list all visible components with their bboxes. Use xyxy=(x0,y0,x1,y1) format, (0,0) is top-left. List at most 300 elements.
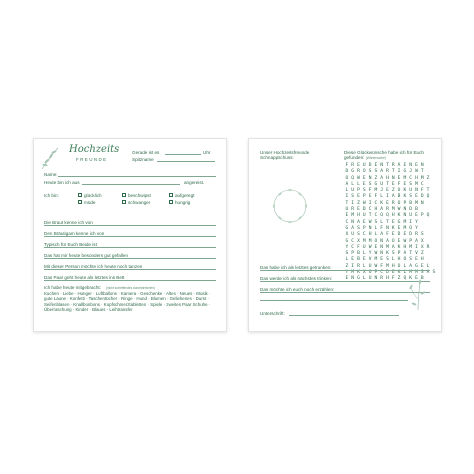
grid-letter[interactable]: P xyxy=(362,225,366,231)
grid-letter[interactable]: N xyxy=(368,225,372,231)
grid-letter[interactable]: E xyxy=(362,219,366,225)
grid-letter[interactable]: E xyxy=(397,225,401,231)
grid-letter[interactable]: F xyxy=(345,163,349,168)
grid-letter[interactable]: H xyxy=(391,263,395,269)
grid-letter[interactable]: S xyxy=(368,181,372,187)
grid-letter[interactable]: M xyxy=(403,175,407,181)
grid-letter[interactable]: M xyxy=(415,181,418,187)
grid-letter[interactable]: X xyxy=(357,238,360,244)
grid-letter[interactable]: O xyxy=(397,263,401,269)
grid-letter[interactable]: F xyxy=(380,225,384,231)
grid-letter[interactable]: U xyxy=(362,244,366,250)
answer-line-tanzen[interactable] xyxy=(44,269,216,270)
grid-letter[interactable]: E xyxy=(362,181,366,187)
grid-letter[interactable]: F xyxy=(420,188,424,194)
grid-letter[interactable]: L xyxy=(426,263,430,269)
question-braut: Die Braut kenne ich von xyxy=(44,220,93,225)
grid-letter[interactable]: R xyxy=(357,263,360,269)
grid-letter[interactable]: E xyxy=(415,194,418,200)
answer-line-braut[interactable] xyxy=(44,225,216,226)
grid-letter[interactable]: M xyxy=(409,270,413,276)
grid-letter[interactable]: M xyxy=(420,175,424,181)
grid-letter[interactable]: Z xyxy=(420,251,424,257)
grid-letter[interactable]: M xyxy=(368,238,372,244)
grid-letter[interactable]: U xyxy=(362,163,366,168)
answer-line-getrunken[interactable] xyxy=(260,270,430,271)
grid-letter[interactable]: A xyxy=(403,251,407,257)
grid-letter[interactable]: C xyxy=(351,238,355,244)
grid-letter[interactable]: M xyxy=(415,200,418,206)
grid-letter[interactable]: I xyxy=(397,169,401,175)
grid-letter[interactable]: T xyxy=(345,200,349,206)
grid-letter[interactable]: A xyxy=(391,194,395,200)
grid-letter[interactable]: E xyxy=(374,163,378,168)
grid-letter[interactable]: H xyxy=(374,207,378,213)
grid-letter[interactable]: S xyxy=(420,270,424,276)
grid-letter[interactable]: S xyxy=(345,251,349,257)
grid-letter[interactable]: I xyxy=(351,200,355,206)
grid-letter[interactable]: C xyxy=(351,244,355,250)
grid-letter[interactable]: E xyxy=(391,270,395,276)
grid-letter[interactable]: A xyxy=(351,225,355,231)
grid-letter[interactable]: E xyxy=(391,219,395,225)
grid-letter[interactable]: W xyxy=(403,238,407,244)
grid-letter[interactable]: O xyxy=(397,200,401,206)
grid-letter[interactable]: D xyxy=(420,194,424,200)
grid-letter[interactable]: L xyxy=(345,188,349,194)
grid-letter[interactable]: N xyxy=(368,175,372,181)
grid-letter[interactable]: I xyxy=(409,219,413,225)
grid-letter[interactable]: W xyxy=(397,207,401,213)
grid-letter[interactable]: Z xyxy=(374,175,378,181)
grid-letter[interactable]: E xyxy=(415,276,418,282)
grid-letter[interactable]: M xyxy=(362,238,366,244)
answer-line-bett[interactable] xyxy=(44,280,216,281)
grid-letter[interactable]: N xyxy=(403,213,407,219)
grid-letter[interactable]: P xyxy=(351,251,355,257)
grid-letter[interactable]: U xyxy=(362,213,366,219)
grid-letter[interactable]: R xyxy=(426,244,430,250)
grid-letter[interactable]: H xyxy=(386,276,389,282)
grid-letter[interactable]: A xyxy=(380,169,384,175)
grid-letter[interactable]: C xyxy=(409,175,413,181)
grid-letter[interactable]: W xyxy=(415,169,418,175)
grid-letter[interactable]: K xyxy=(409,276,413,282)
grid-letter[interactable]: N xyxy=(380,251,384,257)
grid-letter[interactable]: I xyxy=(415,244,418,250)
grid-letter[interactable]: B xyxy=(397,194,401,200)
grid-letter[interactable]: P xyxy=(409,238,413,244)
grid-letter[interactable]: U xyxy=(351,188,355,194)
grid-letter[interactable]: Q xyxy=(426,213,430,219)
grid-letter[interactable]: E xyxy=(357,194,360,200)
grid-letter[interactable]: V xyxy=(415,251,418,257)
grid-letter[interactable]: U xyxy=(368,263,372,269)
grid-letter[interactable]: Z xyxy=(397,276,401,282)
grid-letter[interactable]: O xyxy=(391,238,395,244)
grid-letter[interactable]: S xyxy=(432,270,436,276)
grid-letter[interactable]: E xyxy=(345,213,349,219)
grid-letter[interactable]: L xyxy=(403,263,407,269)
grid-letter[interactable]: A xyxy=(426,270,430,276)
grid-letter[interactable]: Y xyxy=(415,219,418,225)
grid-letter[interactable]: M xyxy=(374,188,378,194)
grid-letter[interactable]: C xyxy=(420,181,424,187)
grid-letter[interactable]: E xyxy=(391,232,395,238)
grid-letter[interactable]: K xyxy=(397,213,401,219)
grid-letter[interactable]: T xyxy=(386,163,389,168)
grid-letter[interactable]: B xyxy=(357,257,360,263)
grid-letter[interactable]: L xyxy=(345,257,349,263)
grid-letter[interactable]: U xyxy=(409,188,413,194)
grid-letter[interactable]: J xyxy=(380,188,384,194)
grid-letter[interactable]: G xyxy=(351,169,355,175)
grid-letter[interactable]: L xyxy=(362,263,366,269)
grid-letter[interactable]: Q xyxy=(426,194,430,200)
grid-letter[interactable]: E xyxy=(345,276,349,282)
grid-letter[interactable]: P xyxy=(420,213,424,219)
grid-letter[interactable]: X xyxy=(362,270,366,276)
grid-letter[interactable]: T xyxy=(386,219,389,225)
grid-letter[interactable]: K xyxy=(403,194,407,200)
grid-letter[interactable]: P xyxy=(357,188,360,194)
grid-letter[interactable]: F xyxy=(391,276,395,282)
grid-letter[interactable]: A xyxy=(357,219,360,225)
grid-letter[interactable]: X xyxy=(420,238,424,244)
question-typisch: Typisch für Euch Beide ist xyxy=(44,242,97,247)
grid-letter[interactable]: L xyxy=(391,257,395,263)
grid-letter[interactable]: E xyxy=(368,194,372,200)
grid-letter[interactable]: L xyxy=(403,270,407,276)
grid-letter[interactable]: S xyxy=(374,219,378,225)
grid-letter[interactable]: O xyxy=(362,169,366,175)
grid-letter[interactable]: M xyxy=(386,244,389,250)
checkbox-hungrig[interactable] xyxy=(169,200,173,204)
grid-letter[interactable]: B xyxy=(420,276,424,282)
grid-letter[interactable]: O xyxy=(380,213,384,219)
grid-letter[interactable]: P xyxy=(362,194,366,200)
checkbox-schwanger[interactable] xyxy=(122,200,126,204)
grid-letter[interactable]: N xyxy=(374,276,378,282)
grid-letter[interactable]: A xyxy=(380,232,384,238)
answer-line-typisch[interactable] xyxy=(44,247,216,248)
grid-letter[interactable]: D xyxy=(345,169,349,175)
grid-letter[interactable]: N xyxy=(420,200,424,206)
grid-letter[interactable]: Z xyxy=(426,175,430,181)
grid-letter[interactable]: U xyxy=(345,207,349,213)
grid-letter[interactable]: M xyxy=(391,207,395,213)
grid-letter[interactable]: P xyxy=(403,200,407,206)
grid-letter[interactable]: A xyxy=(345,181,349,187)
grid-letter[interactable]: C xyxy=(345,219,349,225)
answer-line-naechstes[interactable] xyxy=(260,281,430,282)
grid-letter[interactable]: S xyxy=(357,225,360,231)
grid-letter[interactable]: E xyxy=(403,232,407,238)
grid-letter[interactable]: T xyxy=(426,188,430,194)
grid-letter[interactable]: H xyxy=(357,213,360,219)
grid-letter[interactable]: E xyxy=(397,175,401,181)
grid-letter[interactable]: M xyxy=(386,263,389,269)
grid-letter[interactable]: N xyxy=(380,244,384,250)
grid-letter[interactable]: Z xyxy=(357,200,360,206)
grid-letter[interactable]: R xyxy=(391,163,395,168)
grid-letter[interactable]: A xyxy=(391,244,395,250)
grid-letter[interactable]: X xyxy=(420,244,424,250)
grid-letter[interactable]: B xyxy=(415,207,418,213)
grid-letter[interactable]: K xyxy=(391,225,395,231)
grid-letter[interactable]: I xyxy=(351,263,355,269)
grid-letter[interactable] xyxy=(431,276,437,282)
grid-letter[interactable]: C xyxy=(374,200,378,206)
grid-letter[interactable]: A xyxy=(380,175,384,181)
grid-letter[interactable]: N xyxy=(351,276,355,282)
grid-letter[interactable]: M xyxy=(415,270,418,276)
heute-line[interactable] xyxy=(82,184,180,185)
grid-letter[interactable]: S xyxy=(374,169,378,175)
grid-letter[interactable]: H xyxy=(397,257,401,263)
answer-line-extra[interactable] xyxy=(260,300,408,301)
grid-letter[interactable]: J xyxy=(409,169,413,175)
spitzname-line[interactable] xyxy=(157,161,215,162)
grid-letter[interactable]: T xyxy=(420,169,424,175)
grid-letter[interactable]: U xyxy=(368,276,372,282)
grid-letter[interactable]: Y xyxy=(368,251,372,257)
grid-letter[interactable]: W xyxy=(357,175,360,181)
grid-letter[interactable]: B xyxy=(409,200,413,206)
grid-letter[interactable]: E xyxy=(391,181,395,187)
grid-letter[interactable]: U xyxy=(397,188,401,194)
grid-letter[interactable]: O xyxy=(368,270,372,276)
grid-letter[interactable]: R xyxy=(380,276,384,282)
grid-letter[interactable]: E xyxy=(357,163,360,168)
grid-letter[interactable]: H xyxy=(368,232,372,238)
grid-letter[interactable]: E xyxy=(415,213,418,219)
grid-letter[interactable]: E xyxy=(386,200,389,206)
checkbox-muede[interactable] xyxy=(78,200,82,204)
grid-letter[interactable]: D xyxy=(368,163,372,168)
grid-letter[interactable]: F xyxy=(357,244,360,250)
grid-letter[interactable]: Y xyxy=(345,244,349,250)
grid-letter[interactable]: S xyxy=(409,194,413,200)
grid-letter[interactable]: L xyxy=(380,194,384,200)
grid-letter[interactable]: L xyxy=(362,276,366,282)
grid-letter[interactable]: G xyxy=(397,219,401,225)
answer-line-braeutigam[interactable] xyxy=(44,236,216,237)
grid-letter[interactable]: F xyxy=(374,194,378,200)
grid-letter[interactable]: Y xyxy=(415,225,418,231)
grid-letter[interactable]: D xyxy=(386,270,389,276)
grid-letter[interactable]: E xyxy=(380,257,384,263)
grid-letter[interactable]: P xyxy=(397,251,401,257)
grid-letter[interactable]: Q xyxy=(403,276,407,282)
grid-letter[interactable]: G xyxy=(345,225,349,231)
grid-letter[interactable]: L xyxy=(357,181,360,187)
unterschrift-line[interactable] xyxy=(289,315,399,316)
grid-letter[interactable]: S xyxy=(368,169,372,175)
grid-letter[interactable]: F xyxy=(380,263,384,269)
grid-letter[interactable]: E xyxy=(403,181,407,187)
grid-letter[interactable]: E xyxy=(397,238,401,244)
grid-letter[interactable]: D xyxy=(362,207,366,213)
grid-letter[interactable]: R xyxy=(386,207,389,213)
grid-letter[interactable]: H xyxy=(391,213,395,219)
grid-letter[interactable]: H xyxy=(386,175,389,181)
grid-letter[interactable]: S xyxy=(351,194,355,200)
grid-letter[interactable]: I xyxy=(386,194,389,200)
grid-letter[interactable]: H xyxy=(403,244,407,250)
answer-line-erzaehlen[interactable] xyxy=(260,292,430,293)
grid-letter[interactable]: W xyxy=(374,251,378,257)
grid-letter[interactable]: Q xyxy=(351,175,355,181)
grid-letter[interactable]: S xyxy=(386,257,389,263)
checkbox-label-gluecklich: glücklich xyxy=(84,193,102,198)
grid-letter[interactable]: K xyxy=(357,270,360,276)
grid-letter[interactable]: G xyxy=(345,238,349,244)
grid-letter[interactable]: A xyxy=(409,263,413,269)
grid-letter[interactable]: E xyxy=(386,188,389,194)
grid-letter[interactable]: D xyxy=(397,232,401,238)
grid-letter[interactable]: A xyxy=(415,238,418,244)
grid-letter[interactable]: E xyxy=(415,163,418,168)
grid-letter[interactable]: M xyxy=(351,213,355,219)
gerade-line[interactable] xyxy=(165,154,201,155)
grid-letter[interactable]: R xyxy=(351,207,355,213)
grid-letter[interactable]: K xyxy=(380,200,384,206)
grid-letter[interactable]: N xyxy=(351,219,355,225)
grid-letter[interactable]: N xyxy=(380,238,384,244)
grid-letter[interactable]: U xyxy=(351,232,355,238)
grid-letter[interactable]: R xyxy=(357,169,360,175)
grid-letter[interactable]: M xyxy=(403,219,407,225)
grid-letter[interactable]: P xyxy=(374,270,378,276)
grid-letter[interactable]: V xyxy=(368,257,372,263)
schnappschuss-label: Unser Hochzeitsfreunde Schnappschuss: xyxy=(260,150,310,160)
grid-letter[interactable]: S xyxy=(362,188,366,194)
grid-letter[interactable]: X xyxy=(345,232,349,238)
grid-letter[interactable]: R xyxy=(386,169,389,175)
grid-letter[interactable]: F xyxy=(386,232,389,238)
grid-letter[interactable]: R xyxy=(351,163,355,168)
grid-letter[interactable]: U xyxy=(380,181,384,187)
grid-letter[interactable]: Q xyxy=(386,213,389,219)
grid-letter[interactable]: L xyxy=(351,181,355,187)
grid-letter[interactable]: N xyxy=(380,163,384,168)
checkbox-beschwipst[interactable] xyxy=(122,193,126,197)
grid-letter[interactable]: A xyxy=(380,207,384,213)
grid-letter[interactable]: W xyxy=(362,200,366,206)
grid-letter[interactable]: O xyxy=(345,175,349,181)
grid-letter[interactable]: O xyxy=(403,257,407,263)
grid-letter[interactable]: Y xyxy=(345,270,349,276)
checkbox-aufgeregt[interactable] xyxy=(169,193,173,197)
grid-letter[interactable]: H xyxy=(420,257,424,263)
grid-letter[interactable]: O xyxy=(409,225,413,231)
name-line[interactable] xyxy=(58,176,216,177)
grid-letter[interactable]: S xyxy=(391,251,395,257)
grid-letter[interactable]: T xyxy=(386,181,389,187)
grid-letter[interactable]: N xyxy=(420,163,424,168)
grid-letter[interactable]: F xyxy=(368,188,372,194)
grid-letter[interactable]: M xyxy=(403,225,407,231)
grid-letter[interactable]: K xyxy=(386,251,389,257)
grid-letter[interactable]: B xyxy=(357,251,360,257)
grid-letter[interactable]: G xyxy=(415,263,418,269)
grid-letter[interactable]: S xyxy=(409,257,413,263)
grid-letter[interactable]: E xyxy=(362,257,366,263)
grid-letter[interactable]: L xyxy=(374,225,378,231)
grid-letter[interactable]: W xyxy=(374,263,378,269)
grid-letter[interactable]: R xyxy=(391,200,395,206)
grid-letter[interactable]: G xyxy=(403,169,407,175)
grid-letter[interactable]: K xyxy=(403,188,407,194)
grid-letter[interactable]: M xyxy=(409,244,413,250)
grid-letter[interactable]: W xyxy=(368,219,372,225)
grid-letter[interactable]: E xyxy=(415,257,418,263)
grid-letter[interactable]: R xyxy=(415,232,418,238)
grid-letter[interactable]: D xyxy=(409,232,413,238)
grid-letter[interactable]: K xyxy=(397,244,401,250)
grid-letter[interactable]: E xyxy=(357,207,360,213)
grid-letter[interactable]: T xyxy=(368,213,372,219)
grid-letter[interactable]: E xyxy=(374,244,378,250)
grid-letter[interactable]: N xyxy=(403,207,407,213)
grid-letter[interactable]: E xyxy=(403,163,407,168)
grid-letter[interactable]: W xyxy=(368,244,372,250)
grid-letter[interactable]: E xyxy=(351,257,355,263)
grid-letter[interactable]: S xyxy=(420,232,424,238)
grid-letter[interactable]: N xyxy=(391,175,395,181)
grid-letter[interactable]: E xyxy=(362,175,366,181)
grid-letter[interactable]: H xyxy=(415,175,418,181)
grid-letter[interactable]: F xyxy=(397,181,401,187)
grid-letter[interactable]: K xyxy=(397,270,401,276)
grid-letter[interactable]: C xyxy=(362,232,366,238)
grid-letter[interactable]: A xyxy=(397,163,401,168)
grid-letter[interactable]: Z xyxy=(345,263,349,269)
grid-letter[interactable]: I xyxy=(368,200,372,206)
grid-letter[interactable]: A xyxy=(386,238,389,244)
checkbox-gluecklich[interactable] xyxy=(78,193,82,197)
grid-letter[interactable]: L xyxy=(374,232,378,238)
grid-letter[interactable]: N xyxy=(415,188,418,194)
grid-letter[interactable]: M xyxy=(351,270,355,276)
grid-letter[interactable]: L xyxy=(362,251,366,257)
answer-line-gefallen[interactable] xyxy=(44,258,216,259)
grid-letter[interactable]: D xyxy=(409,207,413,213)
grid-letter[interactable]: E xyxy=(420,263,424,269)
grid-letter[interactable]: Z xyxy=(391,188,395,194)
grid-letter[interactable]: G xyxy=(374,181,378,187)
grid-letter[interactable]: C xyxy=(374,213,378,219)
grid-letter[interactable]: S xyxy=(357,232,360,238)
grid-letter[interactable]: N xyxy=(386,225,389,231)
grid-letter[interactable]: G xyxy=(357,276,360,282)
grid-letter[interactable]: C xyxy=(368,207,372,213)
grid-letter[interactable]: U xyxy=(409,213,413,219)
heute-label: Heute bin ich aus xyxy=(44,180,80,185)
grid-letter[interactable]: I xyxy=(345,194,349,200)
grid-letter[interactable]: T xyxy=(391,169,395,175)
grid-letter[interactable]: M xyxy=(374,257,378,263)
wreath-icon xyxy=(269,185,311,227)
word-search-grid[interactable] xyxy=(344,163,437,283)
grid-letter[interactable]: S xyxy=(409,181,413,187)
grid-letter[interactable]: T xyxy=(409,251,413,257)
grid-letter[interactable]: N xyxy=(409,163,413,168)
grid-letter[interactable]: C xyxy=(380,270,384,276)
grid-letter[interactable]: O xyxy=(374,238,378,244)
grid-letter[interactable]: L xyxy=(380,219,384,225)
